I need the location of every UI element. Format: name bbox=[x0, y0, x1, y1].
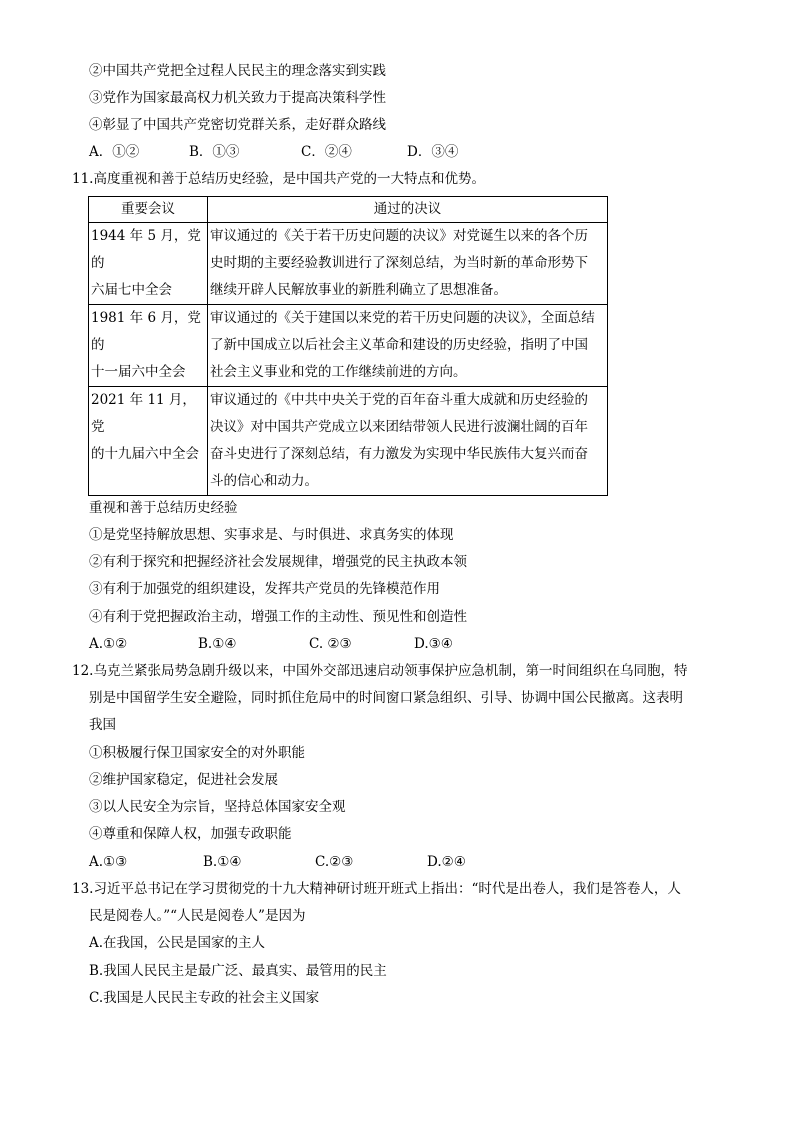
q11-option-3: ③有利于加强党的组织建设，发挥共产党员的先锋模范作用 bbox=[89, 581, 440, 597]
cell-line: 六届七中全会 bbox=[91, 282, 172, 298]
q11-choice-a: A.①② bbox=[89, 636, 128, 652]
cell-line: 斗的信心和动力。 bbox=[210, 473, 318, 489]
table-cell-resolution bbox=[208, 305, 608, 387]
q10-choice-c: C．②④ bbox=[301, 144, 352, 160]
table-row bbox=[89, 223, 608, 305]
q10-choice-a: A．①② bbox=[89, 144, 140, 160]
q11-option-4: ④有利于党把握政治主动，增强工作的主动性、预见性和创造性 bbox=[89, 609, 467, 625]
q13-option-a: A.在我国，公民是国家的主人 bbox=[89, 935, 266, 951]
q12-choice-c: C.②③ bbox=[315, 854, 354, 870]
q12-choice-d: D.②④ bbox=[427, 854, 466, 870]
table-header-meeting: 重要会议 bbox=[89, 197, 208, 223]
cell-line: 审议通过的《中共中央关于党的百年奋斗重大成就和历史经验的 bbox=[210, 392, 588, 408]
q12-stem-line-1: 12.乌克兰紧张局势急剧升级以来，中国外交部迅速启动领事保护应急机制，第一时间组织在乌同胞，特 bbox=[72, 663, 688, 679]
table-cell-resolution bbox=[208, 387, 608, 496]
q11-choice-c: C. ②③ bbox=[309, 636, 352, 652]
q13-option-b: B.我国人民民主是最广泛、最真实、最管用的民主 bbox=[89, 963, 387, 979]
q11-option-2: ②有利于探究和把握经济社会发展规律，增强党的民主执政本领 bbox=[89, 554, 467, 570]
q10-choice-b: B．①③ bbox=[189, 144, 240, 160]
table-cell-meeting bbox=[89, 387, 208, 496]
resolutions-table bbox=[88, 196, 608, 496]
q11-choice-d: D.③④ bbox=[414, 636, 453, 652]
q11-option-1: ①是党坚持解放思想、实事求是、与时俱进、求真务实的体现 bbox=[89, 527, 454, 543]
table-header-resolution: 通过的决议 bbox=[208, 197, 608, 223]
cell-line: 社会主义事业和党的工作继续前进的方向。 bbox=[210, 364, 467, 380]
q12-option-1: ①积极履行保卫国家安全的对外职能 bbox=[89, 745, 305, 761]
q11-choice-b: B.①④ bbox=[198, 636, 237, 652]
cell-line: 奋斗史进行了深刻总结，有力激发为实现中华民族伟大复兴而奋 bbox=[210, 446, 588, 462]
q12-stem-line-2: 别是中国留学生安全避险，同时抓住危局中的时间窗口紧急组织、引导、协调中国公民撤离。这表明 bbox=[89, 690, 683, 706]
cell-line: 了新中国成立以后社会主义革命和建设的历史经验，指明了中国 bbox=[210, 337, 588, 353]
q12-option-2: ②维护国家稳定，促进社会发展 bbox=[89, 772, 278, 788]
q12-option-4: ④尊重和保障人权，加强专政职能 bbox=[89, 826, 292, 842]
q13-stem-line-2: 民是阅卷人。”“人民是阅卷人”是因为 bbox=[89, 908, 306, 924]
cell-line: 审议通过的《关于建国以来党的若干历史问题的决议》，全面总结 bbox=[210, 310, 595, 326]
table-cell-meeting bbox=[89, 305, 208, 387]
cell-line: 1981 年 6 月，党的 bbox=[91, 310, 201, 353]
cell-line: 2021 年 11 月，党 bbox=[91, 392, 196, 435]
cell-line: 十一届六中全会 bbox=[91, 364, 186, 380]
q11-lead: 重视和善于总结历史经验 bbox=[89, 500, 238, 516]
cell-line: 1944 年 5 月，党的 bbox=[91, 228, 201, 271]
q11-stem: 11.高度重视和善于总结历史经验，是中国共产党的一大特点和优势。 bbox=[72, 171, 485, 187]
q12-option-3: ③以人民安全为宗旨，坚持总体国家安全观 bbox=[89, 799, 346, 815]
q12-choice-b: B.①④ bbox=[203, 854, 242, 870]
cell-line: 审议通过的《关于若干历史问题的决议》对党诞生以来的各个历 bbox=[210, 228, 588, 244]
q10-option-2: ②中国共产党把全过程人民民主的理念落实到实践 bbox=[89, 63, 386, 79]
table-row bbox=[89, 305, 608, 387]
cell-line: 史时期的主要经验教训进行了深刻总结，为当时新的革命形势下 bbox=[210, 255, 588, 271]
q13-stem-line-1: 13.习近平总书记在学习贯彻党的十九大精神研讨班开班式上指出：“时代是出卷人，我们是答卷人，人 bbox=[72, 881, 681, 897]
q13-option-c: C.我国是人民民主专政的社会主义国家 bbox=[89, 990, 320, 1006]
cell-line: 继续开辟人民解放事业的新胜利确立了思想准备。 bbox=[210, 282, 507, 298]
table-cell-resolution bbox=[208, 223, 608, 305]
table-cell-meeting bbox=[89, 223, 208, 305]
table-header-row bbox=[89, 197, 608, 223]
q12-stem-line-3: 我国 bbox=[89, 717, 116, 733]
cell-line: 的十九届六中全会 bbox=[91, 446, 199, 462]
cell-line: 决议》对中国共产党成立以来团结带领人民进行波澜壮阔的百年 bbox=[210, 419, 588, 435]
q10-option-3: ③党作为国家最高权力机关致力于提高决策科学性 bbox=[89, 90, 386, 106]
q10-option-4: ④彰显了中国共产党密切党群关系，走好群众路线 bbox=[89, 117, 386, 133]
q12-choice-a: A.①③ bbox=[89, 854, 128, 870]
q10-choice-d: D．③④ bbox=[407, 144, 459, 160]
table-row bbox=[89, 387, 608, 496]
